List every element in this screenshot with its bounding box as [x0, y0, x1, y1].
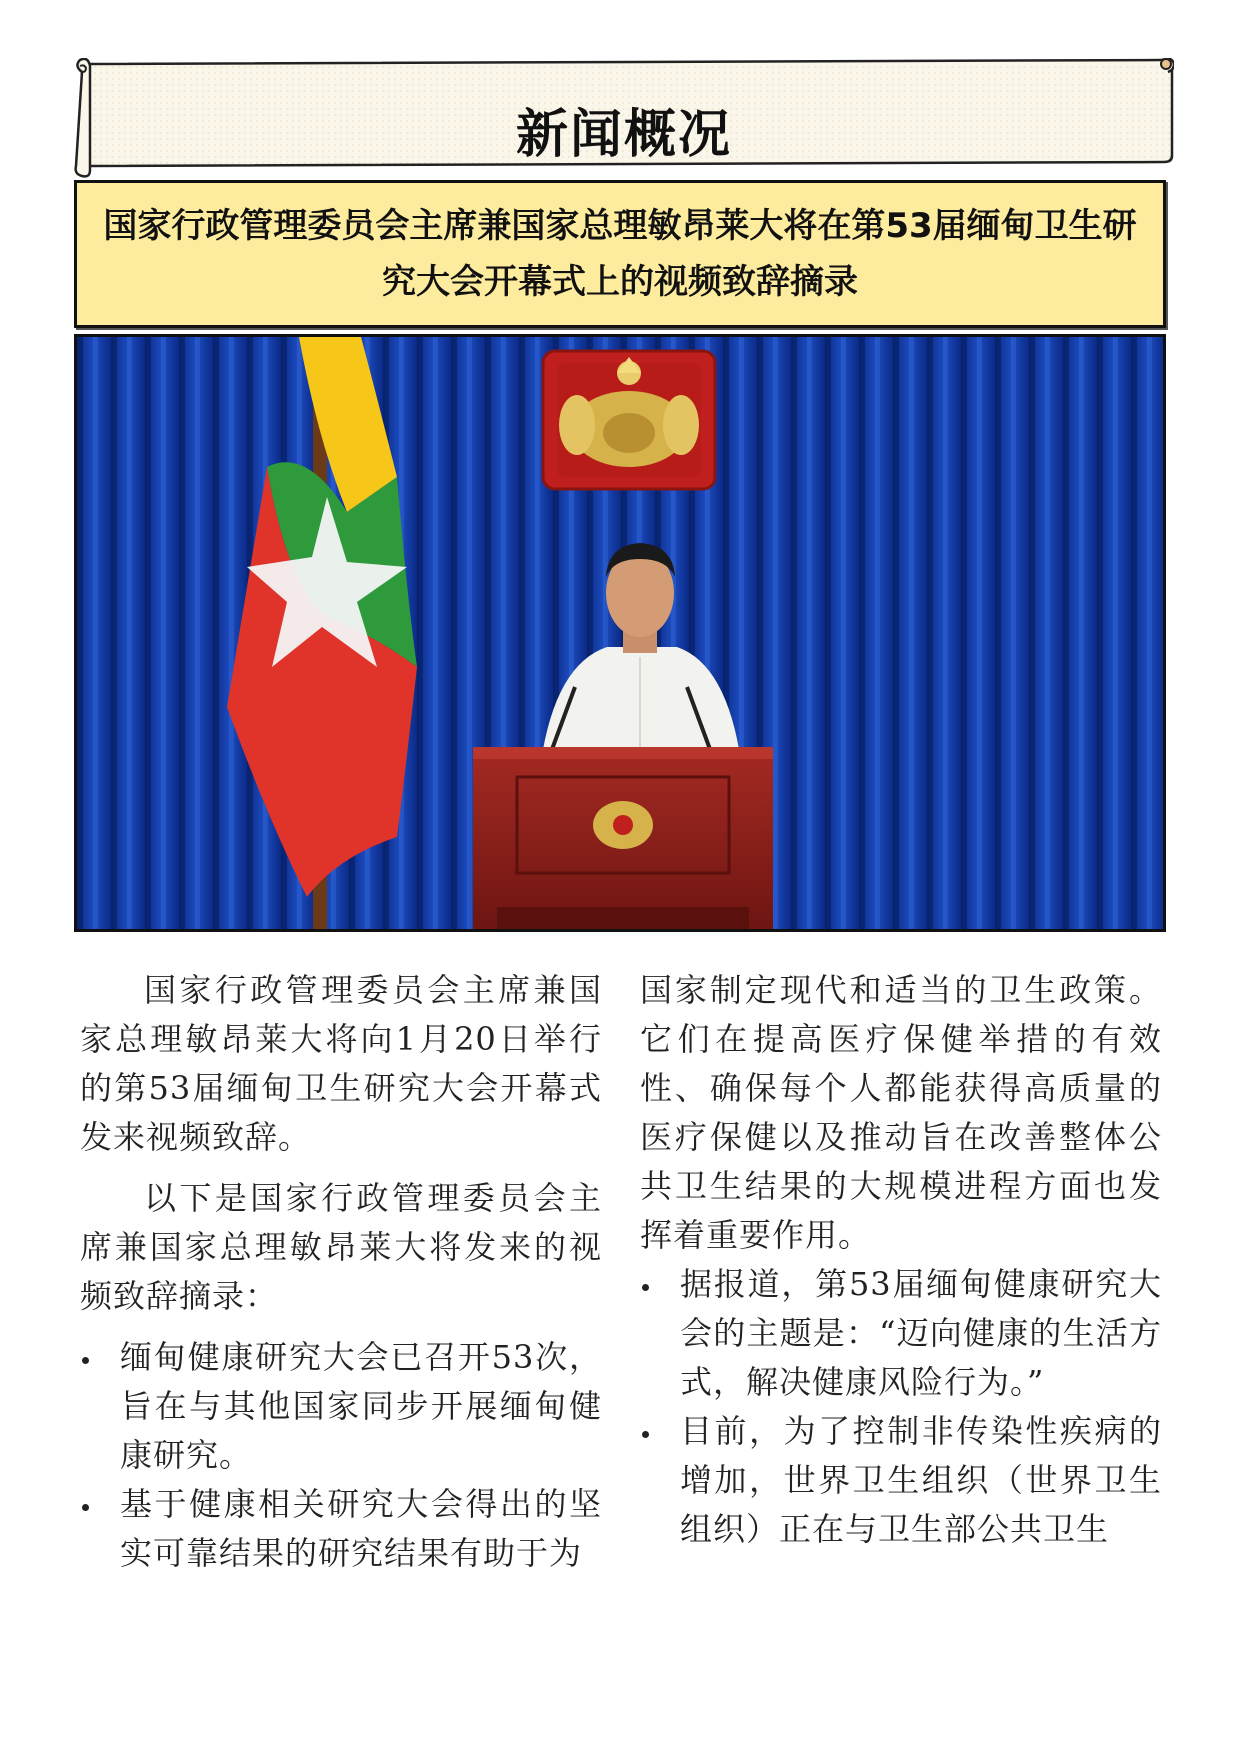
headline-box [74, 180, 1166, 328]
headline-text: 国家行政管理委员会主席兼国家总理敏昂莱大将在第53届缅甸卫生研究大会开幕式上的视频致辞摘录 [103, 206, 1137, 302]
list-item: 基于健康相关研究大会得出的坚实可靠结果的研究结果有助于为 [80, 1480, 602, 1578]
state-emblem-icon [543, 351, 715, 489]
list-item: 目前，为了控制非传染性疾病的增加，世界卫生组织（世界卫生组织）正在与卫生部公共卫生 [640, 1407, 1162, 1554]
podium [473, 747, 773, 929]
section-banner [74, 58, 1174, 178]
news-photo [74, 334, 1166, 932]
page-title: 新闻概况 [515, 105, 732, 165]
list-item: 缅甸健康研究大会已召开53次，旨在与其他国家同步开展缅甸健康研究。 [80, 1333, 602, 1480]
body-left-column [80, 966, 602, 1578]
intro-paragraph: 国家行政管理委员会主席兼国家总理敏昂莱大将向1月20日举行的第53届缅甸卫生研究大会开幕式发来视频致辞。 [80, 971, 602, 1156]
body-right-column [640, 966, 1162, 1554]
photo-illustration [77, 337, 1163, 929]
bullet-list-right [640, 1260, 1162, 1554]
list-item: 据报道，第53届缅甸健康研究大会的主题是：“迈向健康的生活方式，解决健康风险行为。” [640, 1260, 1162, 1407]
excerpt-intro-paragraph: 以下是国家行政管理委员会主席兼国家总理敏昂莱大将发来的视频致辞摘录： [80, 1179, 602, 1315]
bullet-list-left [80, 1333, 602, 1578]
continuation-paragraph: 国家制定现代和适当的卫生政策。它们在提高医疗保健举措的有效性、确保每个人都能获得高质量的医疗保健以及推动旨在改善整体公共卫生结果的大规模进程方面也发挥着重要作用。 [640, 971, 1162, 1254]
